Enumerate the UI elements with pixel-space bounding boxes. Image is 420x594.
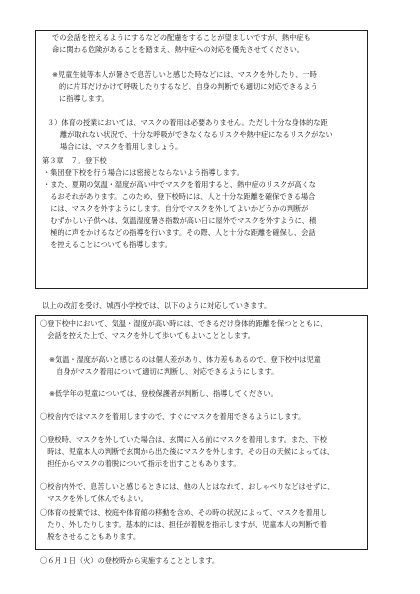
text-line: 極的に声をかけるなどの指導を行います。その際、人と十分な距離を確保し、会話 bbox=[43, 228, 316, 237]
text-line: 脱をさせることもあります。 bbox=[40, 532, 141, 541]
text-line: るおそれがあります。このため、登下校時には、人と十分な距離を確保できる場合 bbox=[43, 192, 316, 201]
text-line: を控えることについても指導します。 bbox=[43, 240, 172, 249]
text-line: に指導します。 bbox=[59, 94, 109, 103]
response-note-2: ※低学年の児童については、登校保護者が判断し、指導してください。 bbox=[49, 389, 278, 398]
text-line: むずかしい子供へは、気温湿度暑さ指数が高い日に屋外でマスクを外すように、積 bbox=[43, 216, 317, 225]
text-line: ・集団登下校を行う場合には密接とならないよう指導します。 bbox=[43, 168, 244, 177]
text-line: での会話を控えるようにするなどの配慮をすることが望ましいですが、熱中症も bbox=[52, 33, 311, 42]
text-line: には、マスクを外すようにします。自分でマスクを外してよいかどうかの判断が bbox=[43, 204, 309, 213]
text-line: 〇校舎内外で、息苦しいと感じるときには、他の人とはなれて、おしゃべりなどはせずに、 bbox=[40, 482, 335, 491]
text-line: 会話を控えた上で、マスクを外して歩いてもよいこととします。 bbox=[40, 331, 255, 340]
response-item-6: 〇６月１日（火）の登校時から実施することとします。 bbox=[40, 556, 220, 565]
text-line: ※児童生徒等本人が暑さで息苦しいと感じた時などには、マスクを外したり、一時 bbox=[52, 70, 317, 79]
section-heading: 第３章 ７．登下校 bbox=[42, 156, 107, 165]
text-line: 離が取れない状況で、十分な呼吸ができなくなるリスクや熱中症になるリスクがない bbox=[60, 130, 333, 139]
text-line: 時は、児童本人の判断で玄関から出た後にマスクを外します。その日の天候によっては、 bbox=[40, 447, 335, 456]
text-line: 的に片耳だけかけて呼吸したりするなど、自身の判断でも適切に対応できるよう bbox=[59, 82, 318, 91]
text-line: 担任からマスクの着脱について指示を出すこともあります。 bbox=[40, 459, 241, 468]
text-line: 〇登校時、マスクを外していた場合は、玄関に入る前にマスクを着用します。また、下校 bbox=[40, 435, 327, 444]
response-item-2: 〇校舎内ではマスクを着用しますので、すぐにマスクを着用できるようにします。 bbox=[40, 412, 306, 421]
text-line: ※気温・湿度が高いと感じるのは個人差があり、体力差もあるので、登下校中は児童 bbox=[49, 355, 321, 364]
text-line: 〇登下校中において、気温・湿度が高い時には、できるだけ身体的距離を保つとともに、 bbox=[40, 319, 328, 328]
intro-text: 以上の改訂を受け、城西小学校では、以下のように対応していきます。 bbox=[42, 301, 272, 310]
text-line: 命に関わる危険があることを踏まえ、熱中症への対応を優先させてください。 bbox=[52, 45, 304, 54]
text-line: 自身がマスク着用について適切に判断し、対応できるようにします。 bbox=[49, 367, 279, 376]
text-line: マスクを外して休んでもよい。 bbox=[40, 494, 148, 503]
text-line: たり、外したりします。基本的には、担任が着脱を指示しますが、児童本人の判断で着 bbox=[40, 520, 327, 529]
text-line: ・また、夏期の気温・湿度が高い中でマスクを着用すると、熱中症のリスクが高くな bbox=[43, 180, 316, 189]
text-line: 場合には、マスクを着用しましょう。 bbox=[60, 142, 183, 151]
text-line: ３）体育の授業においては、マスクの着用は必要ありません。ただし十分な身体的な距 bbox=[47, 118, 328, 127]
text-line: 〇体育の授業では、校庭や体育館の移動を含め、その時の状況によって、マスクを着用し bbox=[40, 508, 328, 517]
